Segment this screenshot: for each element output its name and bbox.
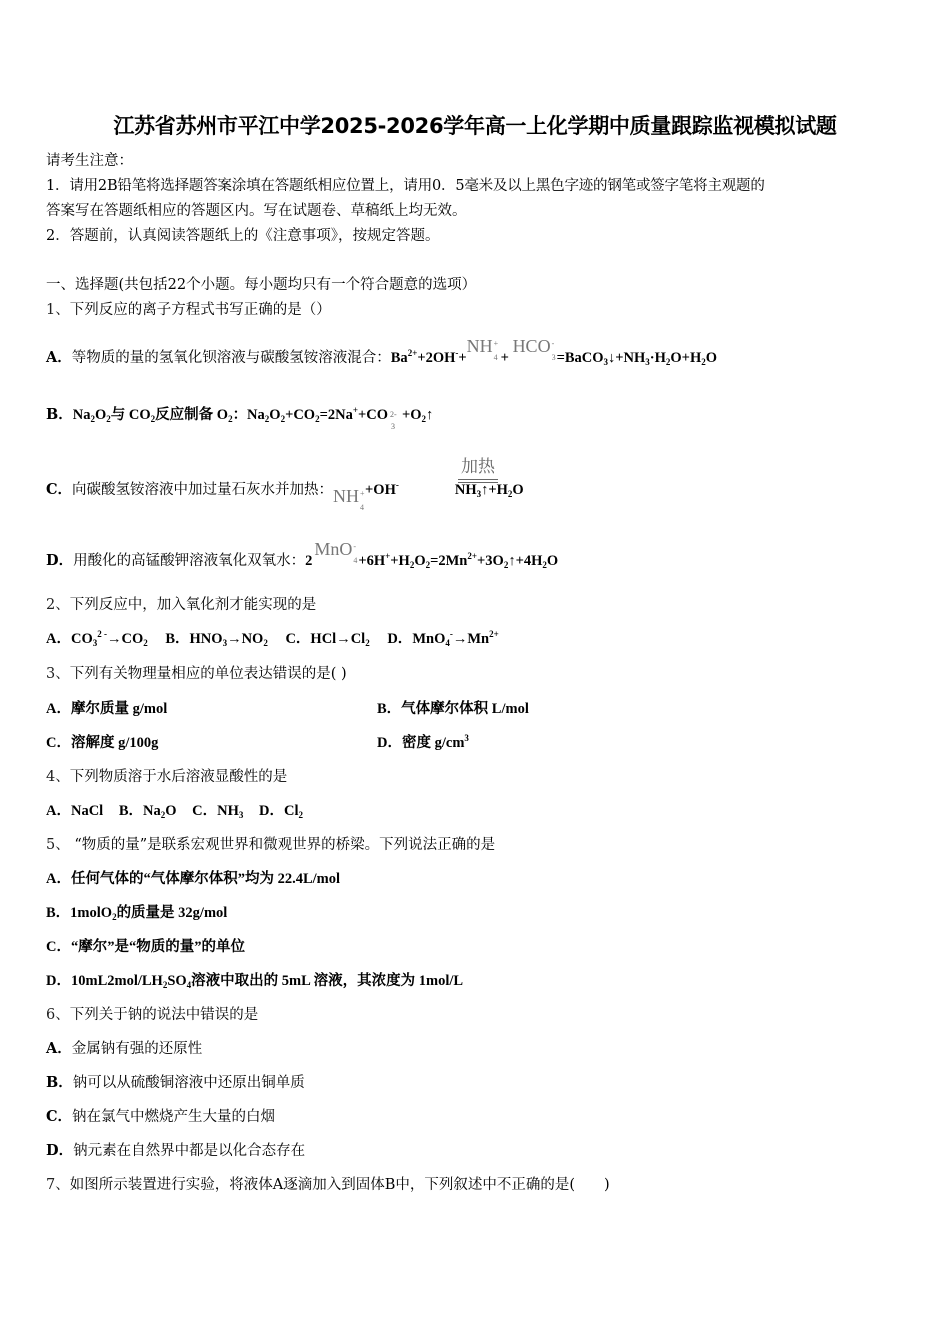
question-text: “物质的量”是联系宏观世界和微观世界的桥梁。下列说法正确的是 [69, 837, 496, 853]
question-6-stem [46, 1005, 258, 1025]
question-3-option-b: B．气体摩尔体积 L/mol [377, 701, 529, 717]
question-number: 4、 [46, 769, 70, 785]
option-a: A．$CO_3^{2 -}\to CO_2$ [46, 629, 148, 648]
equation: 2MnO - 4 $+6H^++H_2O_2=2Mn^{2+}+3O_2↑+4H_2O$ [305, 539, 559, 570]
option-c: C．$HCl\to Cl_2$ [285, 631, 370, 648]
question-text: 如图所示装置进行实验，将液体A逐滴加入到固体B中，下列叙述中不正确的是( ) [69, 1177, 610, 1193]
question-4-stem [46, 767, 287, 787]
question-6-option-d: D．钠元素在自然界中都是以化合态存在 [46, 1142, 306, 1159]
question-number: 5、 [46, 837, 70, 853]
notice-item-2: 2．答题前，认真阅读答题纸上的《注意事项》，按规定答题。 [46, 228, 440, 244]
question-text: 下列反应的离子方程式书写正确的是（） [69, 302, 331, 318]
ammonium-ion: NH + 4 [333, 486, 365, 512]
question-number: 7、 [46, 1177, 70, 1193]
question-3-option-c: C．溶解度 g/100g [46, 735, 159, 751]
option-a: A．NaCl [46, 803, 104, 819]
question-2-stem [46, 595, 316, 615]
option-d: D．$Cl_2$ [259, 803, 303, 820]
option-text: $Na_2O_2$与 $CO_2$反应制备 $O_2$：$Na_2O_2+CO_2=2Na^++CO$ 2- 3 $+O_2↑$ [72, 405, 434, 431]
question-5-option-b: B．1molO$_2$的质量是 32g/mol [46, 905, 228, 922]
option-label: A． [46, 349, 72, 366]
notice-item-1-line-1: 1．请用2B铅笔将选择题答案涂填在答题纸相应位置上，请用0．5毫米及以上黑色字迹的钢笔或签字笔将主观题的 [46, 178, 765, 194]
option-text: 用酸化的高锰酸钾溶液氧化双氧水： [73, 553, 306, 569]
question-6-option-b: B．钠可以从硫酸铜溶液中还原出铜单质 [46, 1074, 305, 1091]
notice-item-1-line-2: 答案写在答题纸相应的答题区内。写在试题卷、草稿纸上均无效。 [46, 203, 467, 219]
page-title: 江苏省苏州市平江中学2025-2026学年高一上化学期中质量跟踪监视模拟试题 [113, 114, 837, 138]
question-number: 3、 [46, 666, 70, 682]
heat-condition-arrow: 加热 [458, 452, 498, 483]
question-5-stem [46, 835, 495, 855]
question-5-option-d: D．$10mL2mol/LH_2SO_4$溶液中取出的 5mL 溶液，其浓度为 1mol/L [46, 973, 464, 990]
question-number: 6、 [46, 1007, 70, 1023]
question-5-option-a: A．任何气体的“气体摩尔体积”均为 22.4L/mol [46, 871, 341, 887]
option-label: D． [46, 552, 74, 569]
question-text: 下列关于钠的说法中错误的是 [69, 1007, 259, 1023]
option-d: D．$MnO_4^-\to Mn^{2+}$ [387, 629, 499, 648]
question-6-option-c: C．钠在氯气中燃烧产生大量的白烟 [46, 1108, 276, 1125]
question-1-option-b [46, 405, 434, 431]
question-1-option-a [46, 336, 718, 368]
option-text: 等物质的量的氢氧化钡溶液与碳酸氢铵溶液混合： [71, 350, 391, 366]
question-2-options [46, 629, 499, 649]
option-text: 向碳酸氢铵溶液中加过量石灰水并加热： [72, 482, 334, 498]
section-heading: 一、选择题(共包括22个小题。每小题均只有一个符合题意的选项） [46, 277, 477, 293]
question-5-option-c: C．“摩尔”是“物质的量”的单位 [46, 939, 245, 955]
equation: NH + 4 +OH- $NH_3↑+H_2O$ [333, 480, 524, 512]
question-text: 下列有关物理量相应的单位表达错误的是( ) [69, 666, 347, 682]
notice-heading: 请考生注意： [46, 153, 133, 169]
question-1-option-c [46, 478, 524, 512]
permanganate-ion: MnO - 4 [314, 539, 358, 565]
question-number: 2、 [46, 597, 70, 613]
equation: $Ba^{2+}+2OH^-+NH$ + 4 + HCO - 3 $=BaCO_3↓+NH_3\cdot H_2O+H_2O$ [390, 336, 718, 367]
question-number: 1、 [46, 302, 70, 318]
question-7-stem [46, 1175, 610, 1195]
option-b: B．$HNO_3\to NO_2$ [165, 631, 268, 648]
option-label: C． [46, 481, 73, 498]
option-b: B．$Na_2O$ [118, 803, 177, 820]
option-c: C．$NH_3$ [192, 803, 244, 820]
question-3-stem [46, 664, 347, 684]
question-text: 下列物质溶于水后溶液显酸性的是 [69, 769, 288, 785]
bicarbonate-ion: HCO - 3 [512, 336, 556, 362]
question-1-stem [46, 300, 331, 320]
question-1-option-d [46, 539, 559, 571]
ammonium-ion: NH + 4 [466, 336, 499, 362]
question-6-option-a: A．金属钠有强的还原性 [46, 1040, 203, 1057]
question-3-option-a: A．摩尔质量 g/mol [46, 701, 168, 717]
question-4-options [46, 801, 303, 821]
question-3-option-d: D．密度 $g/cm^3$ [377, 733, 469, 751]
option-label: B． [46, 406, 73, 423]
question-text: 下列反应中，加入氧化剂才能实现的是 [69, 597, 317, 613]
